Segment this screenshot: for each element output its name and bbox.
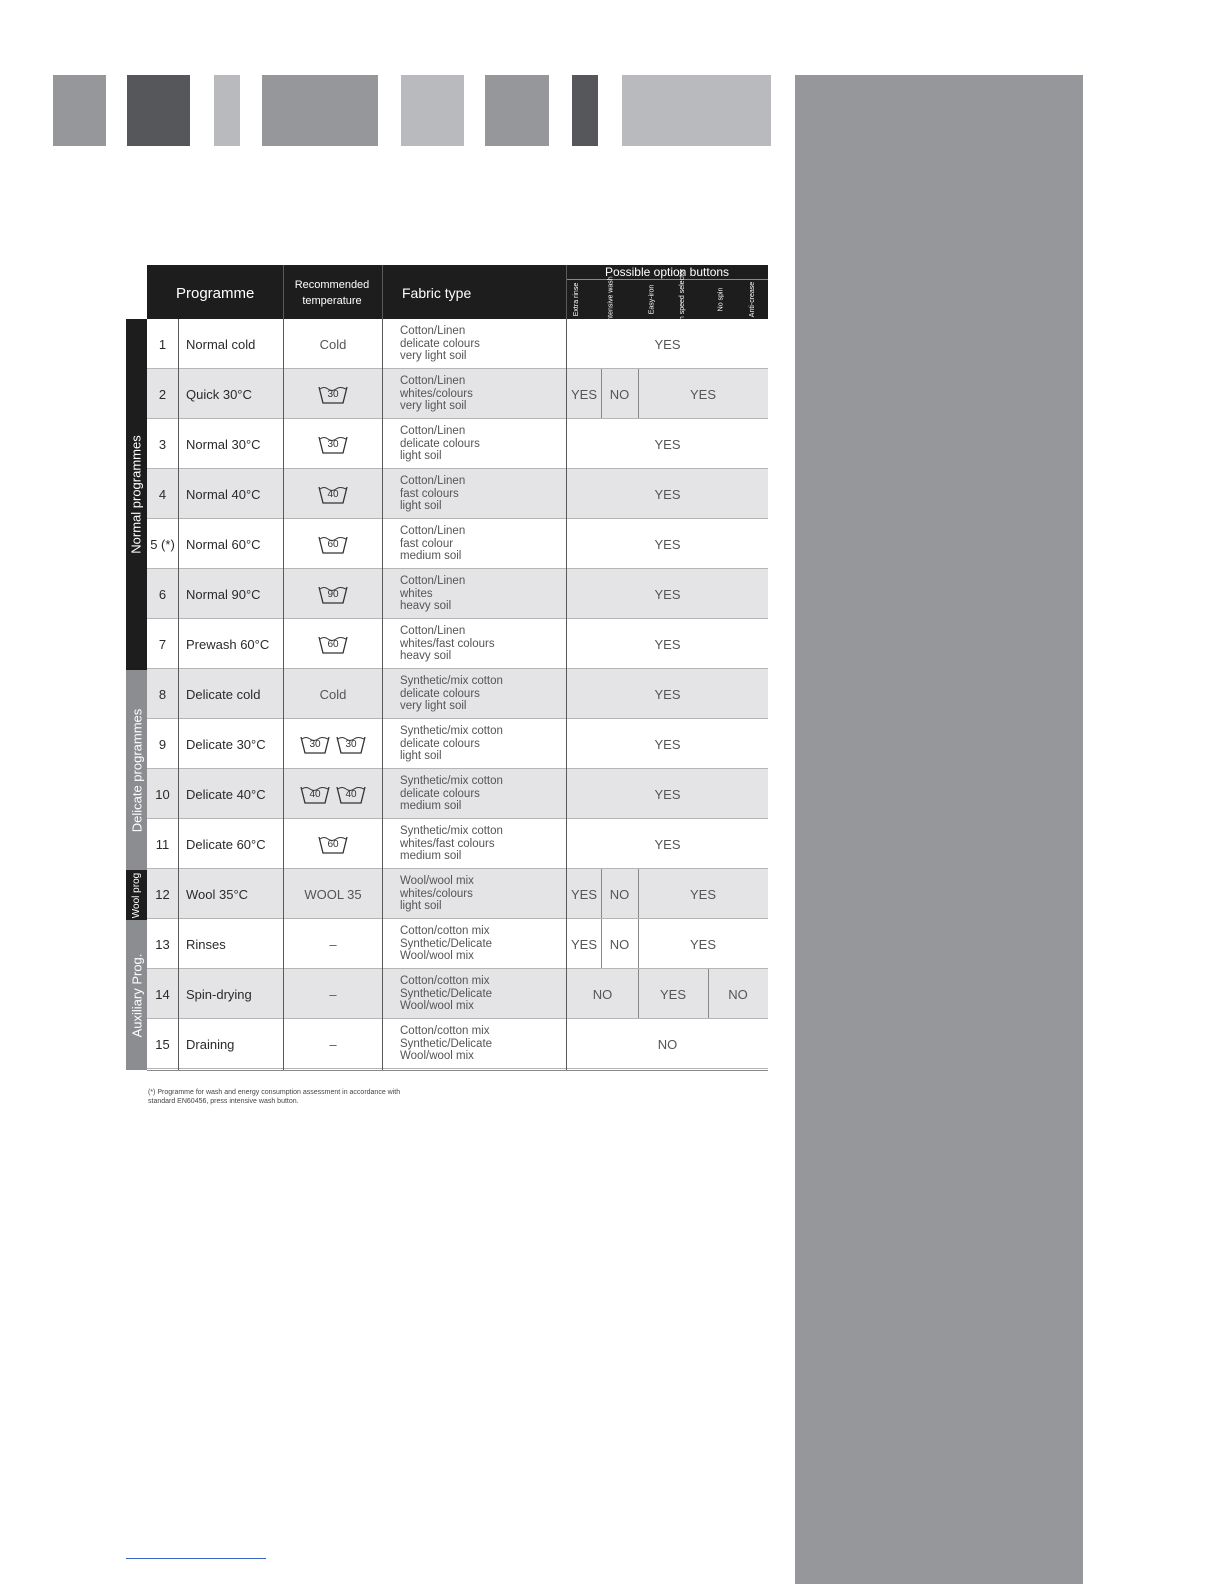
option-value: YES <box>654 736 681 752</box>
wash-tub-icon: 30 <box>300 734 330 754</box>
temperature-cell <box>283 619 383 669</box>
wash-tub-icon: 60 <box>318 634 348 654</box>
group-delicate-programmes: Delicate programmes <box>126 670 147 870</box>
option-value: YES <box>654 836 681 852</box>
programme-name: Rinses <box>186 936 226 952</box>
wash-tub-icon: 40 <box>318 484 348 504</box>
option-value: YES <box>689 936 716 952</box>
temperature-cell: Cold <box>319 336 347 352</box>
table-row <box>147 519 768 569</box>
temperature-cell <box>283 569 383 619</box>
temperature-cell <box>283 519 383 569</box>
programme-number: 9 <box>158 736 167 752</box>
programme-number: 6 <box>158 586 167 602</box>
option-value: YES <box>689 386 716 402</box>
option-value: YES <box>654 786 681 802</box>
table-row <box>147 819 768 869</box>
programme-number: 1 <box>158 336 167 352</box>
temperature-cell: Cold <box>319 686 347 702</box>
option-value: YES <box>654 636 681 652</box>
wash-tub-icon: 30 <box>318 384 348 404</box>
option-value: YES <box>570 936 597 952</box>
option-col-easy-iron: Easy-iron <box>648 284 656 314</box>
temperature-cell: – <box>329 1036 337 1052</box>
programme-name: Normal cold <box>186 336 256 352</box>
temperature-cell <box>283 719 383 769</box>
header-fabric: Fabric type <box>402 285 472 301</box>
option-value: YES <box>654 486 681 502</box>
fabric-type: Cotton/Linen delicate colours very light soil <box>400 325 480 363</box>
header-temperature: Recommended temperature <box>294 279 370 307</box>
table-row <box>147 319 768 369</box>
header-block-3 <box>214 75 240 146</box>
header-block-4 <box>262 75 378 146</box>
fabric-type: Cotton/Linen fast colours light soil <box>400 475 466 513</box>
header-block-6 <box>485 75 549 146</box>
temperature-cell <box>283 769 383 819</box>
fabric-type: Cotton/Linen delicate colours light soil <box>400 425 480 463</box>
option-col-spin-speed: Spin speed selector <box>679 268 687 330</box>
programme-number: 14 <box>155 986 170 1002</box>
group-wool-prog: Wool prog <box>126 870 147 920</box>
option-value: YES <box>570 886 597 902</box>
fabric-type: Synthetic/mix cotton whites/fast colours medium soil <box>400 825 503 863</box>
table-row <box>147 719 768 769</box>
wash-tub-icon: 30 <box>336 734 366 754</box>
fabric-type: Cotton/Linen fast colour medium soil <box>400 525 466 563</box>
programme-number: 5 (*) <box>150 536 175 552</box>
table-header <box>147 265 768 330</box>
header-block-8 <box>622 75 771 146</box>
temperature-cell <box>283 819 383 869</box>
programme-number: 2 <box>158 386 167 402</box>
table-row <box>147 1019 768 1069</box>
option-value: YES <box>654 686 681 702</box>
header-block-2 <box>127 75 190 146</box>
table-row <box>147 369 768 419</box>
option-col-extra-rinse: Extra rinse <box>573 282 581 316</box>
table-row <box>147 919 768 969</box>
wash-tub-icon: 90 <box>318 584 348 604</box>
header-block-5 <box>401 75 464 146</box>
option-value: NO <box>592 986 613 1002</box>
option-value: YES <box>659 986 686 1002</box>
fabric-type: Wool/wool mix whites/colours light soil <box>400 875 474 913</box>
table-row <box>147 969 768 1019</box>
wash-tub-icon: 60 <box>318 534 348 554</box>
fabric-type: Cotton/cotton mix Synthetic/Delicate Wool/wool mix <box>400 1025 493 1063</box>
temperature-cell <box>283 469 383 519</box>
temperature-cell: WOOL 35 <box>304 886 362 902</box>
table-row <box>147 419 768 469</box>
programme-number: 15 <box>155 1036 170 1052</box>
side-panel <box>795 75 1083 1584</box>
option-value: YES <box>654 436 681 452</box>
programme-name: Spin-drying <box>186 986 252 1002</box>
programme-number: 12 <box>155 886 170 902</box>
programme-name: Normal 60°C <box>186 536 261 552</box>
option-value: YES <box>654 586 681 602</box>
programme-name: Wool 35°C <box>186 886 249 902</box>
option-value: NO <box>609 936 630 952</box>
wash-tub-icon: 30 <box>318 434 348 454</box>
temperature-cell <box>283 419 383 469</box>
programme-name: Draining <box>186 1036 235 1052</box>
programme-name: Normal 30°C <box>186 436 261 452</box>
header-block-7 <box>572 75 598 146</box>
option-value: YES <box>570 386 597 402</box>
wash-tub-icon: 40 <box>300 784 330 804</box>
table-row <box>147 619 768 669</box>
programme-number: 10 <box>155 786 170 802</box>
option-value: NO <box>657 1036 678 1052</box>
programme-name: Normal 90°C <box>186 586 261 602</box>
option-value: YES <box>654 536 681 552</box>
group-normal-programmes: Normal programmes <box>126 319 147 670</box>
programme-name: Prewash 60°C <box>186 636 270 652</box>
programme-name: Delicate 30°C <box>186 736 266 752</box>
wash-tub-icon: 40 <box>336 784 366 804</box>
fabric-type: Cotton/Linen whites/colours very light soil <box>400 375 473 413</box>
temperature-cell: – <box>329 936 337 952</box>
option-value: NO <box>728 986 748 1002</box>
programme-name: Delicate 40°C <box>186 786 266 802</box>
programme-name: Quick 30°C <box>186 386 252 402</box>
programme-name: Delicate 60°C <box>186 836 266 852</box>
programme-name: Normal 40°C <box>186 486 261 502</box>
header-block-1 <box>53 75 106 146</box>
programme-number: 11 <box>155 836 170 852</box>
fabric-type: Synthetic/mix cotton delicate colours very light soil <box>400 675 503 713</box>
temperature-cell: – <box>329 986 337 1002</box>
table-row <box>147 769 768 819</box>
footer-link-line[interactable] <box>126 1558 266 1559</box>
option-value: NO <box>609 386 630 402</box>
programme-number: 3 <box>158 436 167 452</box>
wash-tub-icon: 60 <box>318 834 348 854</box>
fabric-type: Synthetic/mix cotton delicate colours light soil <box>400 725 503 763</box>
option-col-anti-crease: Anti-crease <box>749 281 757 317</box>
table-row <box>147 569 768 619</box>
fabric-type: Cotton/cotton mix Synthetic/Delicate Wool/wool mix <box>400 925 493 963</box>
fabric-type: Cotton/Linen whites heavy soil <box>400 575 466 613</box>
programme-number: 13 <box>155 936 170 952</box>
footnote: (*) Programme for wash and energy consumption assessment in accordance with standard EN60456, press intensive wash button. <box>148 1089 401 1105</box>
header-programme: Programme <box>176 285 255 302</box>
option-value: YES <box>654 336 681 352</box>
table-row <box>147 869 768 919</box>
option-value: YES <box>689 886 716 902</box>
fabric-type: Synthetic/mix cotton delicate colours medium soil <box>400 775 503 813</box>
programme-number: 4 <box>158 486 167 502</box>
option-col-no-spin: No spin <box>717 287 725 311</box>
fabric-type: Cotton/cotton mix Synthetic/Delicate Wool/wool mix <box>400 975 493 1013</box>
table-row <box>147 669 768 719</box>
table-row <box>147 469 768 519</box>
group-auxiliary-prog: Auxiliary Prog. <box>126 920 147 1070</box>
option-value: NO <box>609 886 630 902</box>
programme-table <box>126 265 768 1073</box>
programme-number: 7 <box>158 636 167 652</box>
option-col-intensive-wash: Intensive wash <box>607 275 615 323</box>
header-options: Possible option buttons <box>604 265 730 279</box>
fabric-type: Cotton/Linen whites/fast colours heavy soil <box>400 625 495 663</box>
programme-name: Delicate cold <box>186 686 261 702</box>
temperature-cell <box>283 369 383 419</box>
programme-number: 8 <box>158 686 167 702</box>
